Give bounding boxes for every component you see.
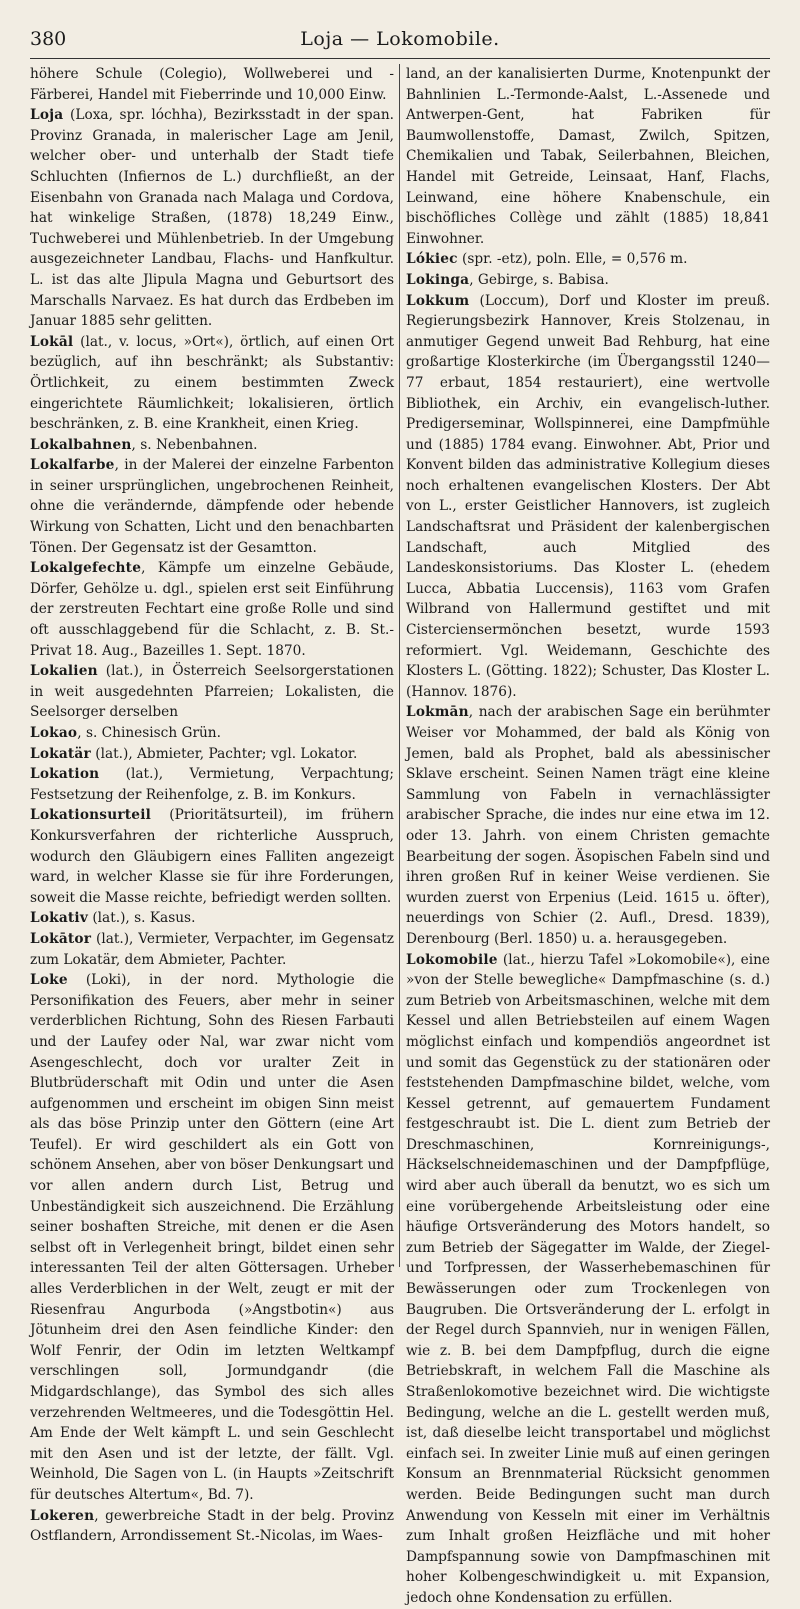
dictionary-entry: [406, 249, 770, 270]
running-head: Loja — Lokomobile.: [300, 28, 500, 50]
entry-text: (spr. -etz), poln. Elle, = 0,576 m.: [457, 251, 688, 268]
entry-text: land, an der kanalisierten Durme, Knotenpunkt der Bahnlinien L.-Termonde-Aalst, L.-Assenede und Antwerpen-Gent, hat Fabriken für Baumwollenstoffe, Damast, Zwilch, Spitzen, Chemikalien und Tabak, Seilerbahnen, Bleichen, Handel mit Getreide, Leinsaat, Hanf, Flachs, Leinwand, eine höhere Knabenschule, ein bischöfliches Collège und zählt (1885) 18,841 Einwohner.: [406, 66, 770, 247]
dictionary-entry: [30, 661, 394, 723]
entry-text: (lat.), s. Kasus.: [87, 910, 196, 927]
entry-lemma: Lokmān: [406, 704, 469, 721]
entry-lemma: Lokinga: [406, 271, 470, 288]
entry-lemma: Lókiec: [406, 251, 458, 268]
text-columns: [30, 64, 770, 1606]
dictionary-entry: [30, 805, 394, 908]
entry-lemma: Lokationsurteil: [30, 807, 152, 824]
dictionary-entry: [30, 64, 394, 105]
page-header: [30, 26, 770, 59]
entry-lemma: Lokalgefechte: [30, 560, 142, 577]
entry-lemma: Lokativ: [30, 910, 88, 927]
dictionary-entry: [30, 723, 394, 744]
entry-text: (Loki), in der nord. Mythologie die Personifikation des Feuers, aber mehr in seiner verderblichen Richtung, Sohn des Riesen Farbauti und der Laufey oder Nal, war zwar nicht vom Asengeschlecht, doch vor uralter Zeit in Blutbrüderschaft mit Odin und unter die Asen aufgenommen und erscheint im obigen Sinn meist als das böse Prinzip unter den Göttern (eine Art Teufel). Er wird geschildert als ein Gott von schönem Ansehen, aber von böser Denkungsart und vor allen andern durch List, Betrug und Unbeständigkeit sich auszeichnend. Die Erzählung seiner boshaften Streiche, mit denen er die Asen selbst oft in Verlegenheit bringt, bildet einen sehr interessanten Teil der alten Göttersagen. Urheber alles Verderblichen in der Welt, zeugt er mit der Riesenfrau Angurboda (»Angstbotin«) aus Jötunheim drei den Asen feindliche Kinder: den Wolf Fenrir, der Odin im letzten Weltkampf verschlingen soll, Jormundgandr (die Midgardschlange), das Symbol des sich alles verzehrenden Weltmeeres, und die Todesgöttin Hel. Am Ende der Welt kämpft L. und sein Geschlecht mit den Asen und ist der letzte, der fällt. Vgl. Weinhold, Die Sagen von L. (in Haupts »Zeitschrift für deutsches Altertum«, Bd. 7).: [30, 972, 394, 1503]
entry-lemma: Lokalien: [30, 663, 98, 680]
dictionary-entry: [30, 332, 394, 435]
entry-lemma: Lokāl: [30, 333, 74, 350]
entry-lemma: Lokalbahnen: [30, 436, 132, 453]
entry-text: (Loccum), Dorf und Kloster im preuß. Regierungsbezirk Hannover, Kreis Stolzenau, in anmutiger Gegend unweit Bad Rehburg, hat eine großartige Klosterkirche (im Übergangsstil 1240—77 erbaut, 1854 restauriert), eine wertvolle Bibliothek, ein Archiv, ein evangelisch-luther. Predigerseminar, Wollspinnerei, eine Dampfmühle und (1885) 1784 evang. Einwohner. Abt, Prior und Konvent bilden das administrative Kollegium dieses noch erhaltenen evangelischen Klosters. Der Abt von L., erster Geistlicher Hannovers, ist zugleich Landschaftsrat und Präsident der kalenbergischen Landschaft, auch Mitglied des Landeskonsistoriums. Das Kloster L. (ehedem Lucca, Abbatia Luccensis), 1163 vom Grafen Wilbrand von Hallermund gestiftet und mit Cisterciensermönchen besetzt, wurde 1593 reformiert. Vgl. Weidemann, Geschichte des Klosters L. (Götting. 1822); Schuster, Das Kloster L. (Hannov. 1876).: [406, 292, 770, 700]
left-column: [30, 64, 394, 1547]
page-number: 380: [30, 28, 67, 50]
entry-text: (lat., hierzu Tafel »Lokomobile«), eine »von der Stelle bewegliche« Dampfmaschine (s. d.) zum Betrieb von Arbeitsmaschinen, welche mit dem Kessel und allen Betriebsteilen auf einem Wagen möglichst einfach und kompendiös angeordnet ist und somit das Gegenstück zu der stationären oder feststehenden Dampfmaschine bildet, welche, vom Kessel getrennt, auf gemauertem Fundament festgeschraubt ist. Die L. dient zum Betrieb der Dreschmaschinen, Kornreinigungs-, Häckselschneidemaschinen und der Dampfpflüge, wird aber auch überall da benutzt, wo es sich um eine vorübergehende Arbeitsleistung oder eine häufige Ortsveränderung des Motors handelt, so zum Betrieb der Sägegatter im Walde, der Ziegel- und Torfpressen, der Wasserhebemaschinen für Bewässerungen oder zum Trockenlegen von Baugruben. Die Ortsveränderung der L. erfolgt in der Regel durch Spannvieh, nur in wenigen Fällen, wie z. B. bei dem Dampfpflug, durch die eigne Betriebskraft, in welchem Fall die Maschine als Straßenlokomotive bezeichnet wird. Die wichtigste Bedingung, welche an die L. gestellt werden muß, ist, daß dieselbe leicht transportabel und möglichst einfach sei. In zweiter Linie muß auf einen geringen Konsum an Brennmaterial Rücksicht genommen werden. Beide Bedingungen sucht man durch Anwendung von Kesseln mit einer im Verhältnis zum Inhalt großen Heizfläche und mit hoher Dampfspannung sowie von Dampfmaschinen mit hoher Kolbengeschwindigkeit u. mit Expansion, jedoch ohne Kondensation zu erfüllen.: [406, 951, 770, 1606]
entry-text: (lat.), Abmieter, Pachter; vgl. Lokator.: [90, 745, 358, 762]
dictionary-entry: [406, 270, 770, 291]
entry-lemma: Lokatär: [30, 745, 91, 762]
entry-lemma: Loja: [30, 107, 64, 124]
entry-text: , Gebirge, s. Babisa.: [469, 271, 609, 288]
dictionary-entry: [30, 105, 394, 332]
entry-lemma: Loke: [30, 972, 68, 989]
entry-lemma: Lokātor: [30, 930, 92, 947]
dictionary-entry: [30, 744, 394, 765]
entry-text: (lat., v. locus, »Ort«), örtlich, auf einen Ort bezüglich, auf ihn beschränkt; als Substantiv: Örtlichkeit, zu einem bestimmten Zweck eingerichtete Räumlichkeit; lokalisieren, örtlich beschränken, z. B. eine Krankheit, einen Krieg.: [30, 333, 394, 433]
entry-text: (Prioritätsurteil), im frühern Konkursverfahren der richterliche Ausspruch, wodurch den Gläubigern eines Falliten angezeigt ward, in welcher Klasse sie für ihre Forderungen, soweit die Masse reichte, befriedigt werden sollten.: [30, 807, 394, 906]
dictionary-entry: [30, 970, 394, 1505]
entry-lemma: Lokomobile: [406, 951, 498, 968]
entry-text: , nach der arabischen Sage ein berühmter Weiser vor Mohammed, der bald als König von Jemen, bald als Prophet, bald als abessinischer Sklave erscheint. Seinen Namen trägt eine kleine Sammlung von Fabeln in vernachlässigter arabischer Sprache, die indes nur eine etwa im 12. oder 13. Jahrh. von einem Christen gemachte Bearbeitung der sogen. Äsopischen Fabeln sind und ihren großen Ruf in keiner Weise verdienen. Sie wurden zuerst von Erpenius (Leid. 1615 u. öfter), neuerdings von Schier (2. Aufl., Dresd. 1839), Derenbourg (Berl. 1850) u. a. herausgegeben.: [406, 704, 770, 947]
entry-lemma: Lokeren: [30, 1507, 95, 1524]
dictionary-entry: [406, 702, 770, 949]
column-divider: [399, 64, 400, 1267]
entry-text: , gewerbreiche Stadt in der belg. Provinz Ostflandern, Arrondissement St.-Nicolas, im Waes-: [30, 1507, 394, 1545]
entry-text: , s. Chinesisch Grün.: [77, 725, 221, 741]
entry-text: (lat.), Vermietung, Verpachtung; Festsetzung der Reihenfolge, z. B. im Konkurs.: [30, 766, 394, 803]
dictionary-entry: [406, 64, 770, 249]
dictionary-entry: [30, 435, 394, 456]
right-column: [406, 64, 770, 1609]
dictionary-entry: [30, 764, 394, 805]
entry-text: höhere Schule (Colegio), Wollweberei und -Färberei, Handel mit Fieberrinde und 10,000 Einw.: [30, 66, 394, 103]
dictionary-entry: [406, 950, 770, 1609]
dictionary-entry: [30, 1506, 394, 1547]
entry-text: (lat.), in Österreich Seelsorgerstationen in weit ausgedehnten Pfarreien; Lokalisten, die Seelsorger derselben: [30, 663, 394, 721]
entry-text: , s. Nebenbahnen.: [131, 436, 258, 453]
dictionary-entry: [30, 558, 394, 661]
dictionary-entry: [30, 908, 394, 929]
dictionary-entry: [406, 291, 770, 703]
entry-text: , Kämpfe um einzelne Gebäude, Dörfer, Gehölze u. dgl., spielen erst seit Einführung der zerstreuten Fechtart eine große Rolle und sind oft ausschlaggebend für die Schlacht, z. B. St.-Privat 18. Aug., Bazeilles 1. Sept. 1870.: [30, 560, 394, 659]
entry-lemma: Lokalfarbe: [30, 457, 115, 474]
entry-lemma: Lokation: [30, 766, 100, 783]
entry-lemma: Lokao: [30, 725, 78, 741]
dictionary-entry: [30, 455, 394, 558]
dictionary-entry: [30, 929, 394, 970]
entry-text: , in der Malerei der einzelne Farbenton in seiner ursprünglichen, ungebrochenen Reinheit, ohne die verändernde, dämpfende oder hebende Wirkung von Schatten, Licht und den benachbarten Tönen. Der Gegensatz ist der Gesamtton.: [30, 457, 394, 556]
entry-text: (lat.), Vermieter, Verpachter, im Gegensatz zum Lokatär, dem Abmieter, Pachter.: [30, 930, 394, 968]
entry-text: (Loxa, spr. lóchha), Bezirksstadt in der span. Provinz Granada, in malerischer Lage am Jenil, welcher ober- und unterhalb der Stadt tiefe Schluchten (Infiernos de L.) durchfließt, an der Eisenbahn von Granada nach Malaga und Cordova, hat winkelige Straßen, (1878) 18,249 Einw., Tuchweberei und Mühlenbetrieb. In der Umgebung ausgezeichneter Landbau, Flachs- und Hanfkultur. L. ist das alte Jlipula Magna und Geburtsort des Marschalls Narvaez. Es hat durch das Erdbeben im Januar 1885 sehr gelitten.: [30, 107, 394, 330]
entry-lemma: Lokkum: [406, 292, 470, 309]
